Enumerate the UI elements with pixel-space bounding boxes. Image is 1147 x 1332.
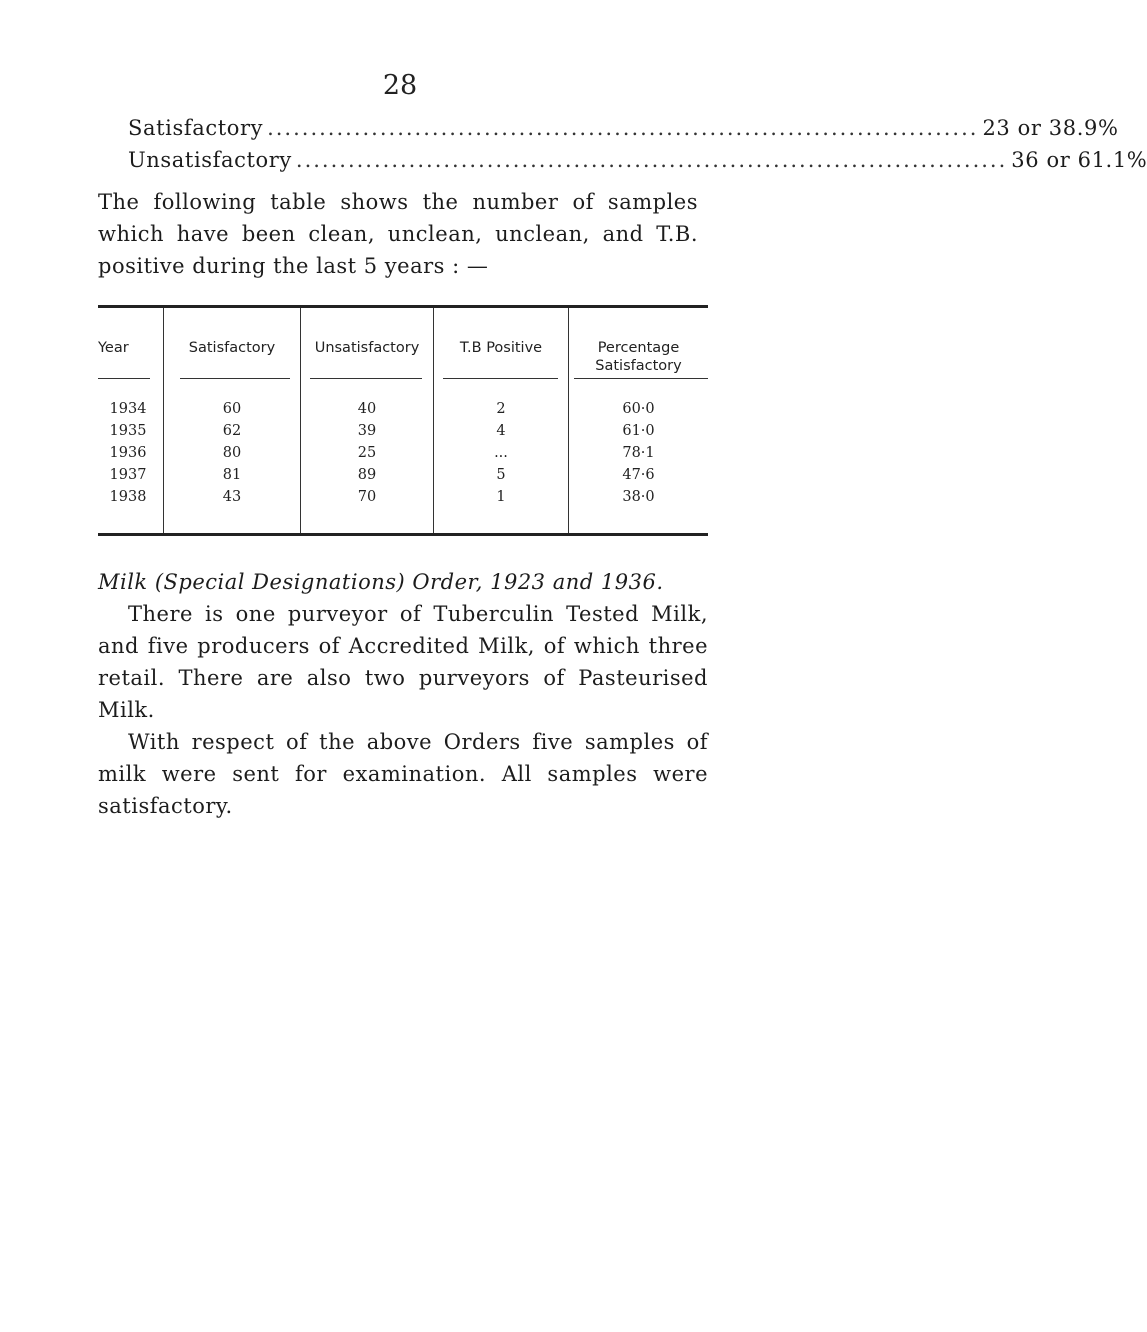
table-cell: 89: [357, 467, 377, 483]
table-cell: 81: [222, 467, 242, 483]
table-cell: 1937: [109, 467, 147, 483]
summary-label: Satisfactory: [128, 116, 264, 140]
header-underline: [443, 378, 558, 379]
header-tb-positive: T.B Positive: [459, 340, 543, 356]
table-cell: 39: [357, 423, 377, 439]
table-cell: ...: [494, 445, 508, 461]
table-cell: 1934: [109, 401, 147, 417]
table-cell: 80: [222, 445, 242, 461]
summary-value: 23 or 38.9%: [982, 116, 1119, 140]
table-cell: 5: [496, 467, 506, 483]
table-cell: 47·6: [622, 467, 655, 483]
table-cell: 4: [496, 423, 506, 439]
table-cell: 40: [357, 401, 377, 417]
table-cell: 1936: [109, 445, 147, 461]
summary-row-unsatisfactory: [128, 148, 1147, 180]
samples-table: [98, 305, 708, 537]
summary-row-satisfactory: [128, 116, 1119, 148]
table-cell: 1: [496, 489, 506, 505]
table-cell: 62: [222, 423, 242, 439]
header-underline: [180, 378, 290, 379]
table-cell: 70: [357, 489, 377, 505]
table-cell: 43: [222, 489, 242, 505]
header-year: Year: [98, 340, 129, 356]
milk-paragraph-1: There is one purveyor of Tuberculin Tested Milk, and five producers of Accredited Milk, of which three retail. There are also two purveyors of Pasteurised Milk.: [98, 602, 708, 722]
leader-dots: ..................................................................................: [267, 116, 979, 140]
milk-section: [98, 566, 708, 822]
leader-dots: ..................................................................................: [295, 148, 1008, 172]
table-bottom-rule: [98, 533, 708, 536]
table-cell: 2: [496, 401, 506, 417]
table-cell: 60: [222, 401, 242, 417]
header-satisfactory: Satisfactory: [188, 340, 276, 356]
header-underline: [98, 378, 150, 379]
intro-paragraph: The following table shows the number of samples which have been clean, unclean, unclean, and T.B. positive during the last 5 years : —: [98, 190, 698, 278]
table-cell: 1938: [109, 489, 147, 505]
summary-label: Unsatisfactory: [128, 148, 292, 172]
header-percentage: Percentage Satisfactory: [595, 340, 682, 374]
header-underline: [574, 378, 708, 379]
header-unsatisfactory: Unsatisfactory: [314, 340, 420, 356]
page-number: 28: [382, 70, 418, 101]
table-cell: 1935: [109, 423, 147, 439]
table-cell: 38·0: [622, 489, 655, 505]
section-title: Milk (Special Designations) Order, 1923 and 1936.: [98, 570, 664, 594]
summary-value: 36 or 61.1%: [1011, 148, 1147, 172]
table-cell: 25: [357, 445, 377, 461]
table-cell: 61·0: [622, 423, 655, 439]
table-cell: 60·0: [622, 401, 655, 417]
header-underline: [310, 378, 422, 379]
table-cell: 78·1: [622, 445, 655, 461]
summary-list: [128, 116, 1147, 180]
milk-paragraph-2: With respect of the above Orders five samples of milk were sent for examination. All samples were satisfactory.: [98, 730, 708, 818]
table-top-rule: [98, 305, 708, 308]
